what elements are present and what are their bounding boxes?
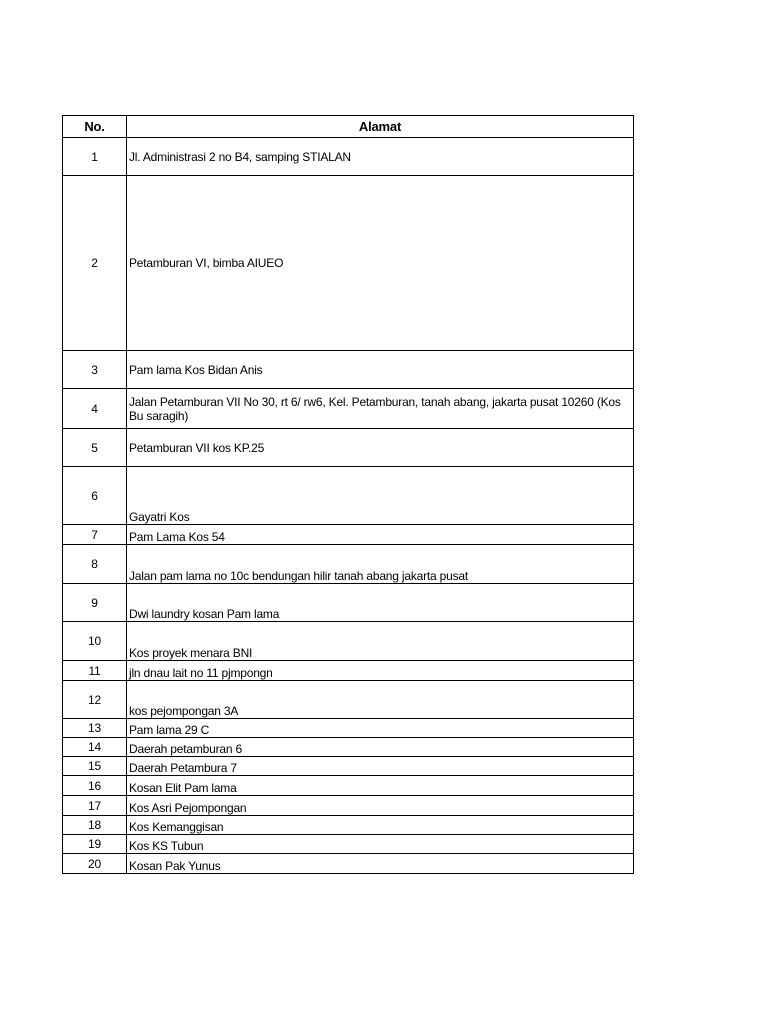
table-row xyxy=(63,467,634,525)
row-address: Jalan Petamburan VII No 30, rt 6/ rw6, Kel. Petamburan, tanah abang, jakarta pusat 10260 (Kos Bu saragih) xyxy=(127,389,634,429)
row-address: Daerah Petambura 7 xyxy=(127,757,634,776)
row-number: 10 xyxy=(63,622,127,661)
row-address: Kos Kemanggisan xyxy=(127,816,634,835)
row-address: Dwi laundry kosan Pam lama xyxy=(127,584,634,622)
row-address: Kos KS Tubun xyxy=(127,835,634,854)
row-number: 9 xyxy=(63,584,127,622)
row-address: Kosan Pak Yunus xyxy=(127,854,634,874)
header-alamat: Alamat xyxy=(127,116,634,138)
table-row xyxy=(63,176,634,351)
table-row xyxy=(63,661,634,681)
row-address: jln dnau lait no 11 pjmpongn xyxy=(127,661,634,681)
row-address: kos pejompongan 3A xyxy=(127,681,634,719)
row-number: 15 xyxy=(63,757,127,776)
row-number: 18 xyxy=(63,816,127,835)
table-row xyxy=(63,681,634,719)
row-number: 4 xyxy=(63,389,127,429)
row-number: 1 xyxy=(63,138,127,176)
table-row xyxy=(63,138,634,176)
row-address: Kos proyek menara BNI xyxy=(127,622,634,661)
table-row xyxy=(63,545,634,584)
table-row xyxy=(63,835,634,854)
table-row xyxy=(63,776,634,796)
row-address: Jl. Administrasi 2 no B4, samping STIALAN xyxy=(127,138,634,176)
row-address: Pam lama Kos Bidan Anis xyxy=(127,351,634,389)
row-number: 11 xyxy=(63,661,127,681)
row-number: 20 xyxy=(63,854,127,874)
table-row xyxy=(63,525,634,545)
table-row xyxy=(63,796,634,816)
row-address: Petamburan VII kos KP.25 xyxy=(127,429,634,467)
row-number: 16 xyxy=(63,776,127,796)
row-address: Kos Asri Pejompongan xyxy=(127,796,634,816)
row-number: 8 xyxy=(63,545,127,584)
header-row xyxy=(63,116,634,138)
row-address: Jalan pam lama no 10c bendungan hilir tanah abang jakarta pusat xyxy=(127,545,634,584)
table-row xyxy=(63,622,634,661)
table-row xyxy=(63,351,634,389)
row-address: Gayatri Kos xyxy=(127,467,634,525)
row-number: 5 xyxy=(63,429,127,467)
row-address: Pam lama 29 C xyxy=(127,719,634,738)
table-row xyxy=(63,738,634,757)
row-address: Pam Lama Kos 54 xyxy=(127,525,634,545)
row-number: 7 xyxy=(63,525,127,545)
row-number: 6 xyxy=(63,467,127,525)
row-address: Kosan Elit Pam lama xyxy=(127,776,634,796)
table-row xyxy=(63,816,634,835)
row-number: 17 xyxy=(63,796,127,816)
row-address: Petamburan VI, bimba AIUEO xyxy=(127,176,634,351)
table-row xyxy=(63,757,634,776)
table-row xyxy=(63,854,634,874)
table-row xyxy=(63,584,634,622)
table-row xyxy=(63,429,634,467)
table-row xyxy=(63,719,634,738)
row-address: Daerah petamburan 6 xyxy=(127,738,634,757)
address-table xyxy=(62,115,634,874)
row-number: 2 xyxy=(63,176,127,351)
header-no: No. xyxy=(63,116,127,138)
table-row xyxy=(63,389,634,429)
row-number: 19 xyxy=(63,835,127,854)
row-number: 12 xyxy=(63,681,127,719)
row-number: 14 xyxy=(63,738,127,757)
row-number: 3 xyxy=(63,351,127,389)
row-number: 13 xyxy=(63,719,127,738)
